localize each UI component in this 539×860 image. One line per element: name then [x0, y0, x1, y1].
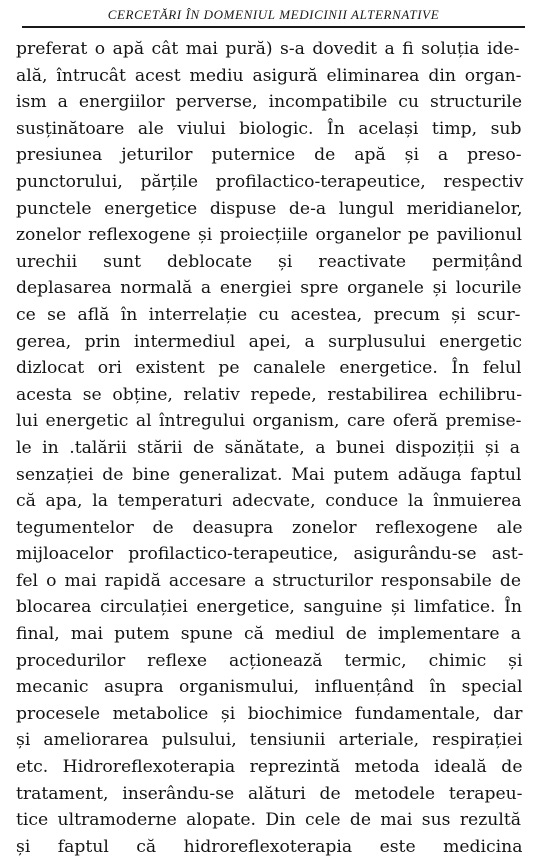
text-line-8: zonelor reflexogene și proiecțiile organelor pe pavilionul [16, 225, 522, 246]
text-line-7: punctele energetice dispuse de-a lungul meridianelor, [16, 198, 523, 219]
text-line-21: fel o mai rapidă accesare a structurilor responsabile de [16, 570, 521, 591]
text-line-25: mecanic asupra organismului, influențând în special [16, 677, 523, 698]
text-line-12: gerea, prin intermediul apei, a surplusului energetic [16, 331, 522, 352]
text-line-9: urechii sunt deblocate și reactivate permițând [16, 251, 523, 272]
text-line-28: etc. Hidroreflexoterapia reprezintă metoda ideală de [16, 757, 523, 778]
text-line-1: preferat o apă cât mai pură) s-a dovedit a fi soluția ide- [16, 39, 520, 59]
text-line-16: le in .talării stării de sănătate, a bunei dispoziții și a [16, 437, 520, 458]
text-line-10: deplasarea normală a energiei spre organele și locurile [16, 278, 522, 299]
text-line-30: tice ultramoderne alopate. Din cele de mai sus rezultă [16, 810, 521, 831]
text-line-20: mijloacelor profilactico-terapeutice, asigurându-se ast- [16, 544, 524, 565]
text-line-27: și ameliorarea pulsului, tensiunii arteriale, respirației [16, 730, 523, 751]
text-line-23: final, mai putem spune că mediul de implementare a [16, 624, 521, 645]
running-header [22, 4, 525, 28]
text-line-4: susținătoare ale viului biologic. În același timp, sub [16, 118, 522, 139]
text-line-29: tratament, inserându-se alături de metodele terapeu- [16, 783, 523, 804]
text-line-13: dizlocat ori existent pe canalele energetice. În felul [16, 358, 522, 379]
text-line-11: ce se află în interrelație cu acestea, precum și scur- [16, 304, 521, 325]
body-text [16, 36, 525, 860]
running-header-title: CERCETĂRI ÎN DOMENIUL MEDICINII ALTERNATIVE [107, 7, 440, 22]
text-line-3: ism a energiilor perverse, incompatibile cu structurile [16, 92, 522, 113]
text-line-5: presiunea jeturilor puternice de apă și a preso- [16, 145, 522, 166]
text-line-17: senzației de bine generalizat. Mai putem adăuga faptul [16, 464, 522, 485]
text-line-19: tegumentelor de deasupra zonelor reflexogene ale [16, 517, 523, 538]
text-line-22: blocarea circulației energetice, sanguine și limfatice. În [16, 597, 522, 618]
text-line-2: ală, întrucât acest mediu asigură eliminarea din organ- [16, 65, 522, 86]
text-line-24: procedurilor reflexe acționează termic, chimic și [16, 650, 523, 671]
text-line-31: și faptul că hidroreflexoterapia este medicina [16, 836, 523, 857]
text-line-14: acesta se obține, relativ repede, restabilirea echilibru- [16, 384, 522, 405]
text-line-26: procesele metabolice și biochimice fundamentale, dar [16, 703, 523, 724]
text-line-15: lui energetic al întregului organism, care oferă premise- [16, 411, 522, 432]
text-line-18: că apa, la temperaturi adecvate, conduce la înmuierea [16, 491, 522, 512]
text-line-6: punctorului, părțile profilactico-terapeutice, respectiv [16, 171, 524, 192]
